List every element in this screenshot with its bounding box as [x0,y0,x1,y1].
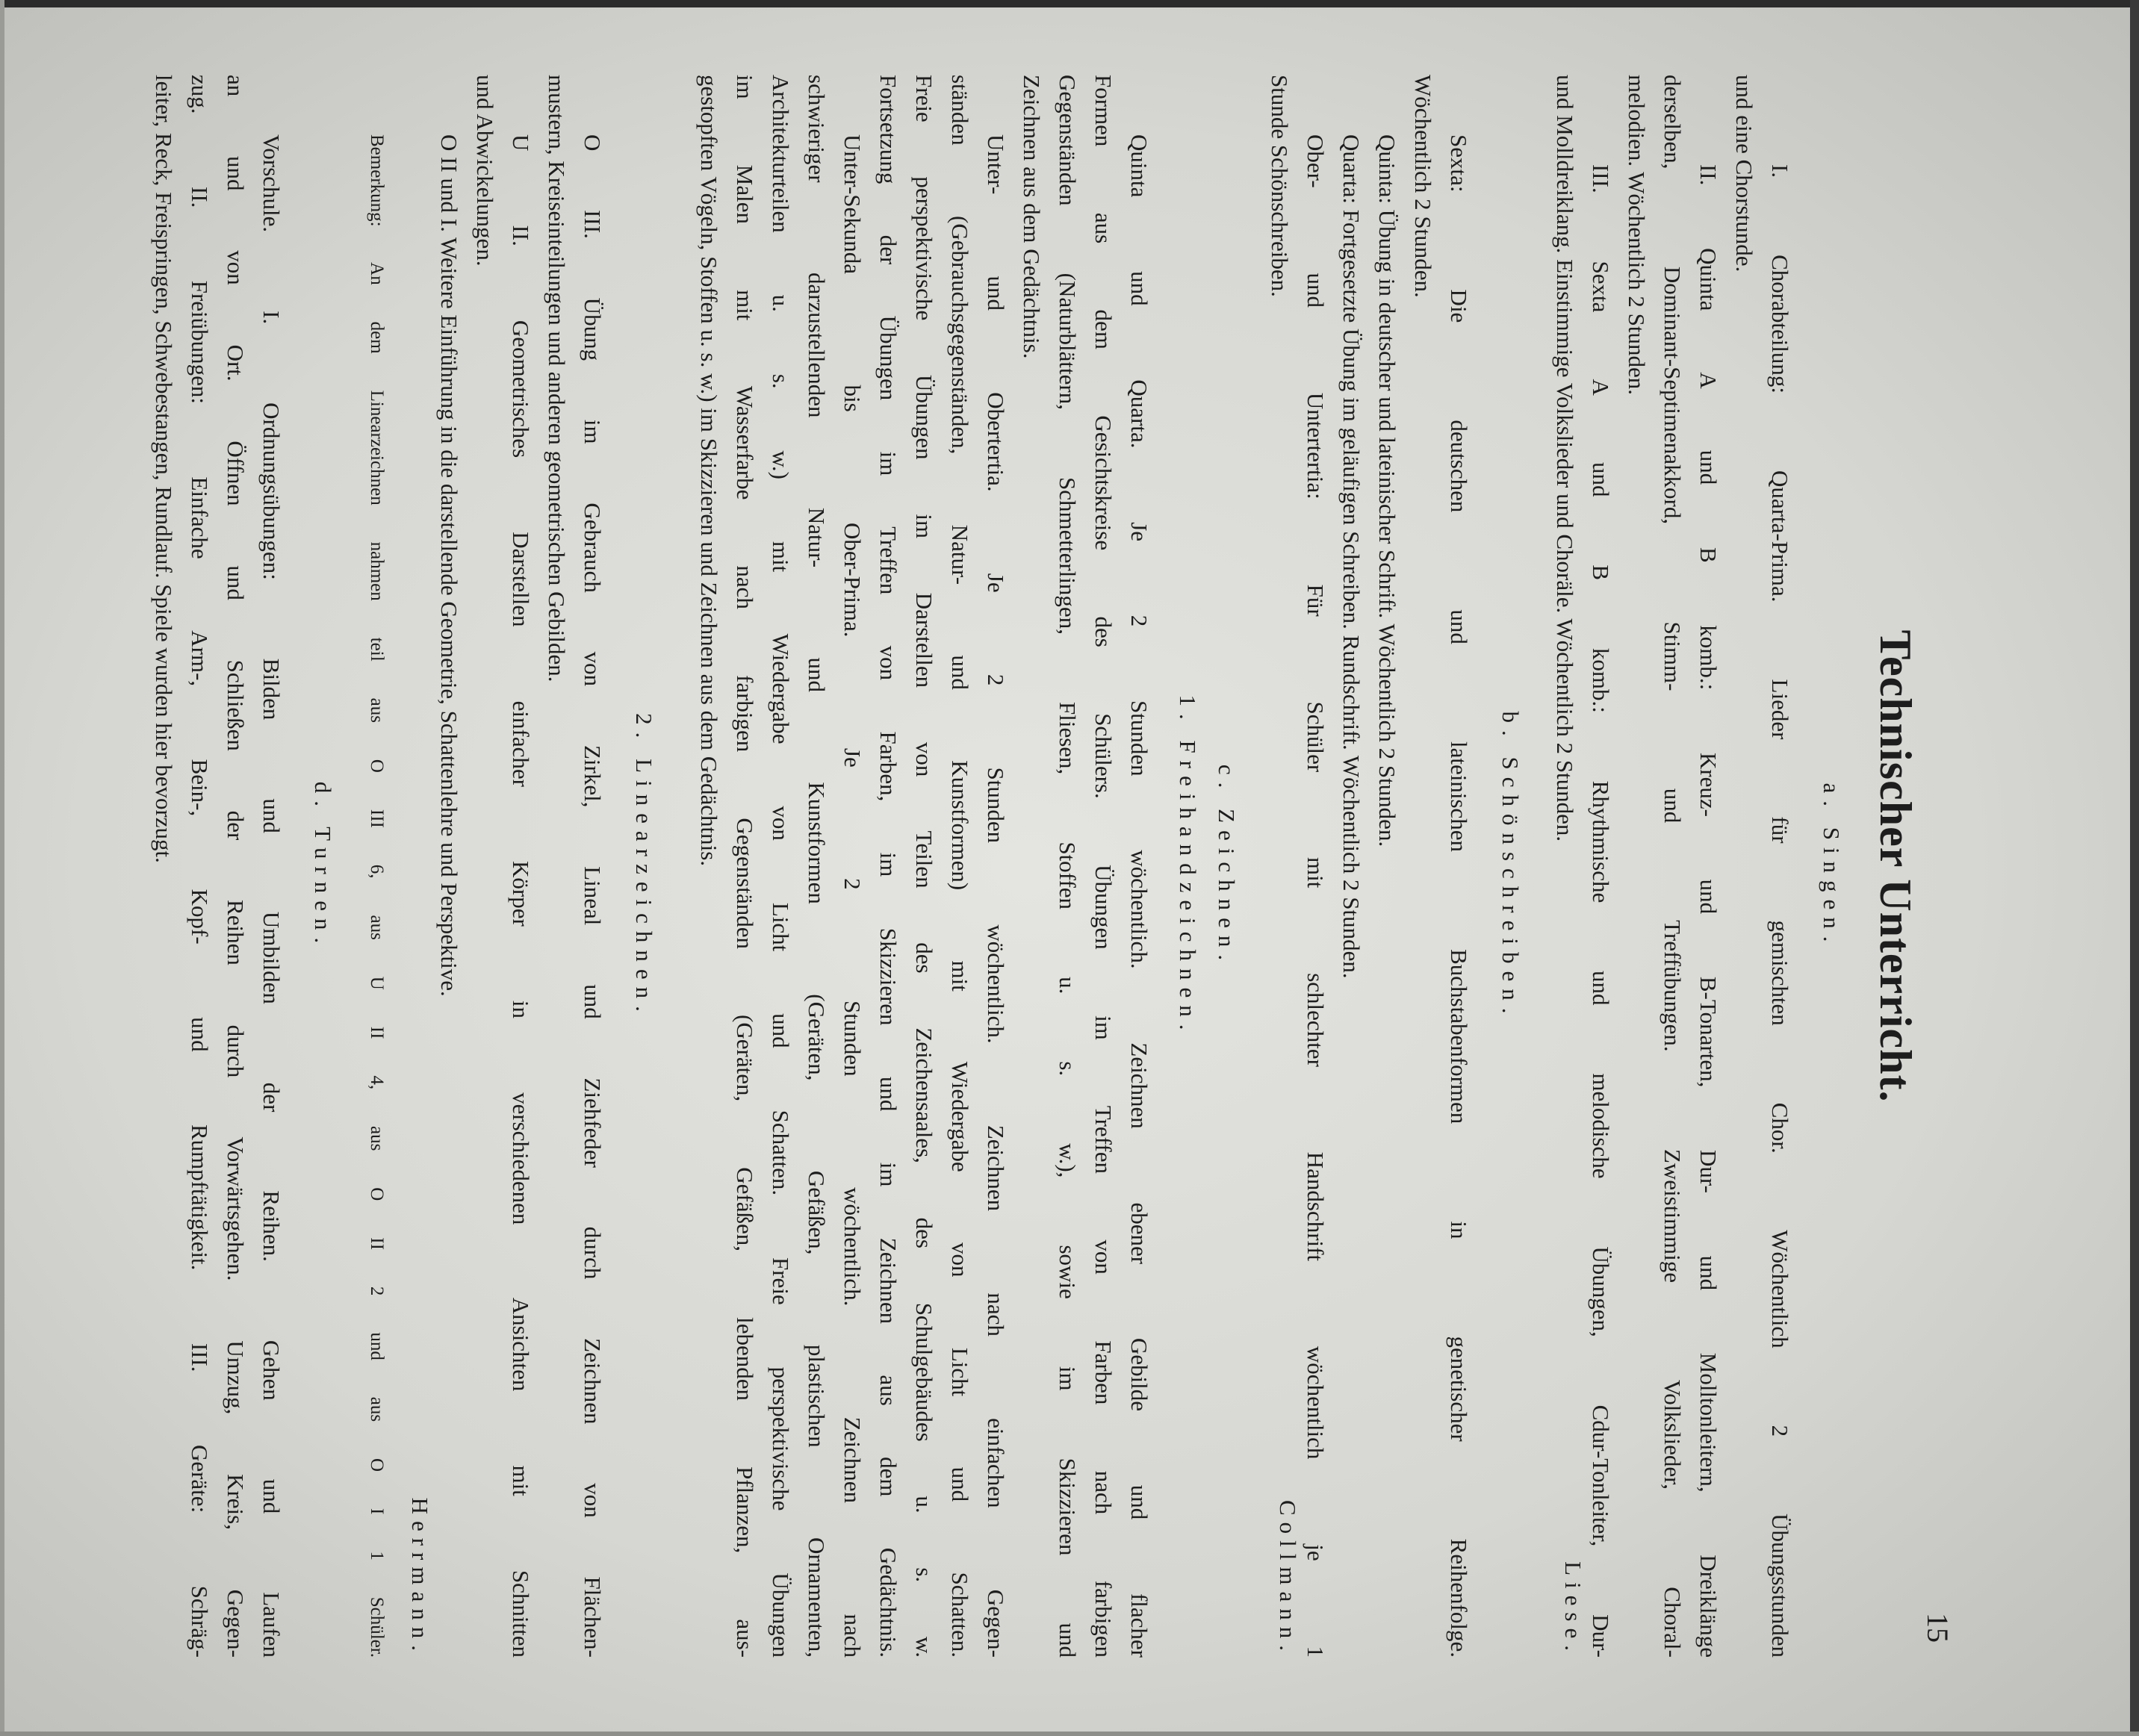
text-line: Freie perspektivische Übungen im Darstellen von Teilen des Zeichensaales, des Schulgebäudes u. s. w. [911,75,937,1658]
section-heading-schoenschreiben: b. Schönschreiben. [1497,711,1524,1021]
signature-liese: Liese. [1560,1561,1586,1658]
text-line: derselben, Dominant-Septimenakkord, Stimm- und Treffübungen. Zweistimmige Volkslieder, Choral- [1660,75,1686,1658]
signature-collmann: Collmann. [1275,1499,1301,1658]
text-line: im Malen mit Wasserfarbe nach farbigen Gegenständen (Geräten, Gefäßen, lebenden Pflanzen, aus- [732,75,758,1658]
text-line: Gegenständen (Naturblättern, Schmetterlingen, Fliesen, Stoffen u. s. w.), sowie im Skizzieren und [1055,75,1081,1658]
text-line: gestopften Vögeln, Stoffen u. s. w.) im Skizzieren und Zeichnen aus dem Gedächtnis. [696,75,722,867]
text-line: O III. Übung im Gebrauch von Zirkel, Lineal und Ziehfeder durch Zeichnen von Flächen- [580,134,606,1658]
text-line: III. Sexta A und B komb.: Rhythmische und melodische Übungen, Cdur-Tonleiter, Dur- [1588,164,1614,1658]
text-line: Zeichnen aus dem Gedächtnis. [1019,75,1045,359]
text-line: an und von Ort. Öffnen und Schließen der Reihen durch Vorwärtsgehen. Umzug, Kreis, Gegen- [223,75,249,1658]
text-line: Formen aus dem Gesichtskreise des Schülers. Übungen im Treffen von Farben nach farbigen [1090,75,1117,1658]
scan-edge-top [0,0,2139,7]
text-line: schwieriger darzustellenden Natur- und Kunstformen (Geräten, Gefäßen, plastischen Ornamenten, [804,75,830,1658]
text-line: Architekturteilen u. s. w.) mit Wiedergabe von Licht und Schatten. Freie perspektivische Übungen [768,75,794,1658]
text-line: melodien. Wöchentlich 2 Stunden. [1624,75,1650,396]
text-line: und eine Chorstunde. [1731,75,1757,273]
page-number: 15 [1921,1613,1955,1643]
subheading-freihandzeichnen: 1. Freihandzeichnen. [1175,694,1201,1038]
text-line: Sexta: Die deutschen und lateinischen Buchstabenformen in genetischer Reihenfolge. [1446,134,1472,1658]
text-line: leiter, Reck, Freispringen, Schwebestangen, Rundlauf. Spiele wurden hier bevorzugt. [151,75,177,863]
text-line: ständen (Gebrauchsgegenständen, Natur- und Kunstformen) mit Wiedergabe von Licht und Schatten. [947,75,973,1658]
text-line: Wöchentlich 2 Stunden. [1410,75,1436,298]
text-line: Unter- und Obertertia. Je 2 Stunden wöchentlich. Zeichnen nach einfachen Gegen- [983,134,1009,1658]
text-line: II. Quinta A und B komb.: Kreuz- und B-Tonarten, Dur- und Molltonleitern, Dreiklänge [1695,164,1722,1658]
text-line: O II und I. Weitere Einführung in die darstellende Geometrie, Schattenlehre und Perspektive. [436,134,462,997]
text-line: Quarta: Fortgesetzte Übung im geläufigen Schreiben. Rundschrift. Wöchentlich 2 Stunden. [1338,134,1365,979]
section-heading-turnen: d. Turnen. [310,781,336,951]
rotated-page [75,75,1957,1658]
text-line: und Abwickelungen. [472,75,498,267]
text-line: zug. II. Freiübungen: Einfache Arm-, Bein-, Kopf- und Rumpftätigkeit. III. Geräte: Schräg- [187,75,213,1658]
section-heading-zeichnen: c. Zeichnen. [1214,764,1240,968]
subheading-linearzeichnen: 2. Linearzeichnen. [631,713,657,1019]
text-line: Stunde Schönschreiben. [1267,75,1293,297]
section-heading-singen: a. Singen. [1819,783,1845,950]
text-line: Fortsetzung der Übungen im Treffen von Farben, im Skizzieren und im Zeichnen aus dem Gedächtnis. [875,75,901,1658]
text-line: U II. Geometrisches Darstellen einfacher Körper in verschiedenen Ansichten mit Schnitten [508,134,534,1658]
text-line: Ober- und Untertertia: Für Schüler mit schlechter Handschrift wöchentlich je 1 [1303,134,1329,1658]
page-title: Technischer Unterricht. [1871,629,1920,1103]
note-linearzeichnen: Bemerkung: An dem Linearzeichnen nahmen teil aus O III 6, aus U II 4, aus O II 2 und aus O I 1 Schüler. [367,134,387,1658]
scan-edge-right [2130,0,2139,1736]
text-line: Quinta und Quarta. Je 2 Stunden wöchentlich. Zeichnen ebener Gebilde und flacher [1126,134,1152,1658]
signature-herrmann: Herrmann. [407,1497,433,1658]
text-line: Vorschule. I. Ordnungsübungen: Bilden und Umbilden der Reihen. Gehen und Laufen [258,134,285,1658]
scan-edge-left [0,0,4,1736]
text-line: mustern, Kreiseinteilungen und anderen geometrischen Gebilden. [544,75,570,682]
text-line: Quinta: Übung in deutscher und lateinischer Schrift. Wöchentlich 2 Stunden. [1374,134,1400,847]
text-line: I. Chorabteilung: Quarta-Prima. Lieder für gemischten Chor. Wöchentlich 2 Übungsstunden [1767,164,1793,1658]
text-line: und Molldreiklang. Einstimmige Volkslieder und Choräle. Wöchentlich 2 Stunden. [1552,75,1578,842]
text-line: Unter-Sekunda bis Ober-Prima. Je 2 Stunden wöchentlich. Zeichnen nach [839,134,866,1658]
scan-edge-bottom [0,1732,2139,1736]
